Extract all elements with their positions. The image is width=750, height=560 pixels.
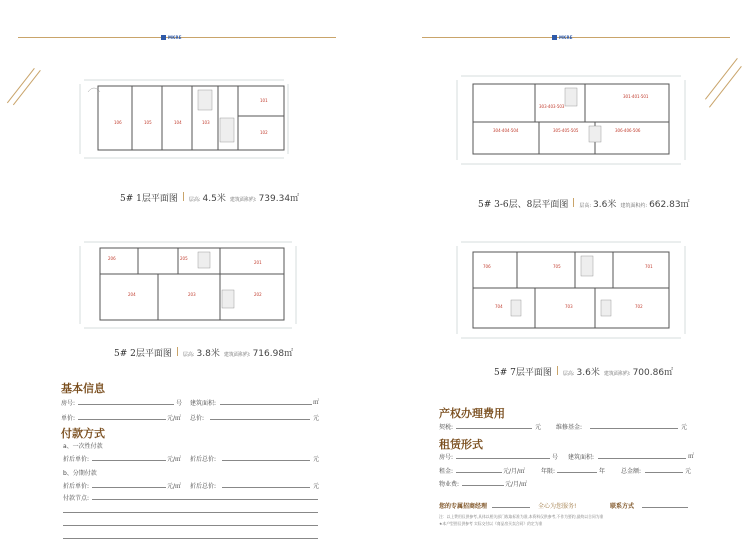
room-label: 204 — [128, 292, 136, 297]
room-label: 305·405·505 — [553, 128, 579, 133]
logo-mark-icon — [552, 35, 557, 40]
floor-plan-2f — [78, 240, 298, 330]
height-value: 3.6米 — [576, 368, 600, 378]
height-value: 3.8米 — [196, 349, 220, 359]
caption-divider — [177, 347, 178, 356]
total-price-field[interactable] — [210, 419, 310, 420]
area-label: 建筑面积约: — [223, 352, 251, 358]
deco-diagonal-left-1 — [7, 68, 35, 103]
disc-unit-price-b-field[interactable] — [92, 487, 166, 488]
maintenance-fund-unit: 元 — [681, 424, 688, 431]
plan-title: 5# 2层平面图 — [114, 349, 172, 359]
room-no-label: 房号: — [61, 400, 76, 407]
height-label: 层高: — [579, 203, 592, 209]
logo-mark-icon — [161, 35, 166, 40]
property-fee-field[interactable] — [462, 485, 504, 486]
disc-total-price-unit: 元 — [313, 456, 320, 463]
option-b-label: b、分期付款 — [63, 470, 97, 477]
area-value: 662.83㎡ — [649, 200, 690, 210]
term-unit: 年 — [599, 468, 606, 475]
disclaimer-note-2: ★本户型图仅供参考 实际交付以《商品房买卖合同》约定为准 — [439, 521, 543, 526]
lease-room-no-field[interactable] — [456, 458, 550, 459]
height-value: 4.5米 — [202, 194, 226, 204]
basic-info-heading: 基本信息 — [61, 382, 105, 395]
plan-caption-3-6-8f — [478, 197, 690, 210]
rent-label: 租金: — [439, 468, 454, 475]
area-label: 建筑面积: — [190, 400, 217, 407]
plan-caption-2f — [114, 346, 293, 359]
consultant-label: 您的专属招商经理 — [439, 503, 488, 510]
logo-text: MKRE — [559, 34, 573, 40]
slogan: 全心为您服务! — [538, 503, 577, 510]
rent-field[interactable] — [456, 472, 502, 473]
disc-unit-price-field[interactable] — [92, 460, 166, 461]
room-label: 102 — [260, 130, 268, 135]
room-label: 201 — [254, 260, 262, 265]
lease-area-unit: ㎡ — [688, 453, 695, 460]
floor-plan-3-6-8f — [455, 74, 687, 166]
area-value: 700.86㎡ — [632, 368, 674, 378]
plan-title: 5# 3-6层、8层平面图 — [478, 200, 569, 210]
height-label: 层高: — [562, 371, 575, 377]
term-label: 年限: — [541, 468, 556, 475]
plan-caption-7f — [494, 365, 673, 378]
room-label: 206 — [108, 256, 116, 261]
total-price-unit: 元 — [313, 415, 320, 422]
lease-room-no-unit: 号 — [552, 454, 559, 461]
disc-unit-price-b-label: 折后单价: — [63, 483, 90, 490]
caption-divider — [573, 198, 574, 207]
plan-title: 5# 7层平面图 — [494, 368, 552, 378]
property-fee-unit: 元/月/㎡ — [505, 481, 528, 488]
deco-diagonal-right-1 — [705, 58, 738, 100]
area-label: 建筑面积约: — [620, 203, 648, 209]
lease-heading: 租赁形式 — [439, 438, 483, 451]
room-no-unit: 号 — [176, 400, 183, 407]
maintenance-fund-label: 维修基金: — [556, 424, 583, 431]
unit-price-label: 单价: — [61, 415, 76, 422]
logo-text: MKRE — [168, 34, 182, 40]
area-value: 739.34㎡ — [258, 194, 300, 204]
plan-caption-1f — [120, 191, 299, 204]
room-label: 106 — [114, 120, 122, 125]
height-label: 层高: — [182, 352, 195, 358]
room-label: 104 — [174, 120, 182, 125]
room-label: 306·406·506 — [615, 128, 641, 133]
area-label: 建筑面积约: — [603, 371, 631, 377]
room-label: 301·401·501 — [623, 94, 649, 99]
disc-total-price-b-field[interactable] — [222, 487, 310, 488]
option-a-label: a、一次性付款 — [63, 443, 103, 450]
lease-total-field[interactable] — [645, 472, 683, 473]
unit-price-field[interactable] — [78, 419, 166, 420]
brand-logo-left — [161, 33, 197, 41]
room-label: 304·404·504 — [493, 128, 519, 133]
term-field[interactable] — [557, 472, 597, 473]
lease-total-label: 总金额: — [621, 468, 642, 475]
room-no-field[interactable] — [78, 404, 174, 405]
installments-label: 付款节点: — [63, 495, 90, 502]
rent-unit: 元/月/㎡ — [503, 468, 526, 475]
room-label: 101 — [260, 98, 268, 103]
total-price-label: 总价: — [190, 415, 205, 422]
room-label: 303·403·503 — [539, 104, 565, 109]
brand-logo-right — [552, 33, 588, 41]
maintenance-fund-field[interactable] — [590, 428, 678, 429]
lease-area-label: 建筑面积: — [568, 454, 595, 461]
installments-field-4[interactable] — [63, 538, 318, 539]
contact-label: 联系方式 — [610, 503, 635, 510]
contact-field[interactable] — [642, 507, 688, 508]
installments-field-3[interactable] — [63, 525, 318, 526]
deed-tax-label: 契税: — [439, 424, 454, 431]
lease-area-field[interactable] — [598, 458, 686, 459]
installments-field-1[interactable] — [92, 499, 318, 500]
room-label: 702 — [635, 304, 643, 309]
property-fees-heading: 产权办理费用 — [439, 407, 505, 420]
room-label: 105 — [144, 120, 152, 125]
lease-room-no-label: 房号: — [439, 454, 454, 461]
disclaimer-note-1: 注：以上费用仅供参考,具体以相关部门收取标准为准,本资料仅供参考,不作为要约,最终以合同为准 — [439, 514, 604, 519]
disc-total-price-label: 折后总价: — [190, 456, 217, 463]
room-label: 703 — [565, 304, 573, 309]
disc-unit-price-unit: 元/㎡ — [167, 456, 182, 463]
deed-tax-unit: 元 — [535, 424, 542, 431]
lease-total-unit: 元 — [685, 468, 692, 475]
room-label: 701 — [645, 264, 653, 269]
height-label: 层高: — [188, 197, 201, 203]
room-label: 705 — [553, 264, 561, 269]
consultant-field[interactable] — [492, 507, 530, 508]
disc-total-price-b-label: 折后总价: — [190, 483, 217, 490]
height-value: 3.6米 — [593, 200, 617, 210]
area-value: 716.98㎡ — [252, 349, 294, 359]
deed-tax-field[interactable] — [456, 428, 532, 429]
area-field[interactable] — [220, 404, 312, 405]
room-label: 704 — [495, 304, 503, 309]
unit-price-unit: 元/㎡ — [167, 415, 182, 422]
caption-divider — [183, 192, 184, 201]
disc-total-price-b-unit: 元 — [313, 483, 320, 490]
area-label: 建筑面积约: — [229, 197, 257, 203]
installments-field-2[interactable] — [63, 512, 318, 513]
room-label: 103 — [202, 120, 210, 125]
room-label: 706 — [483, 264, 491, 269]
area-unit: ㎡ — [313, 399, 320, 406]
floor-plan-1f — [78, 78, 290, 160]
caption-divider — [557, 366, 558, 375]
disc-unit-price-label: 折后单价: — [63, 456, 90, 463]
room-label: 205 — [180, 256, 188, 261]
room-label: 202 — [254, 292, 262, 297]
floor-plan-7f — [455, 240, 687, 340]
payment-heading: 付款方式 — [61, 427, 105, 440]
disc-total-price-field[interactable] — [222, 460, 310, 461]
disc-unit-price-b-unit: 元/㎡ — [167, 483, 182, 490]
plan-title: 5# 1层平面图 — [120, 194, 178, 204]
property-fee-label: 物业费: — [439, 481, 460, 488]
room-label: 203 — [188, 292, 196, 297]
